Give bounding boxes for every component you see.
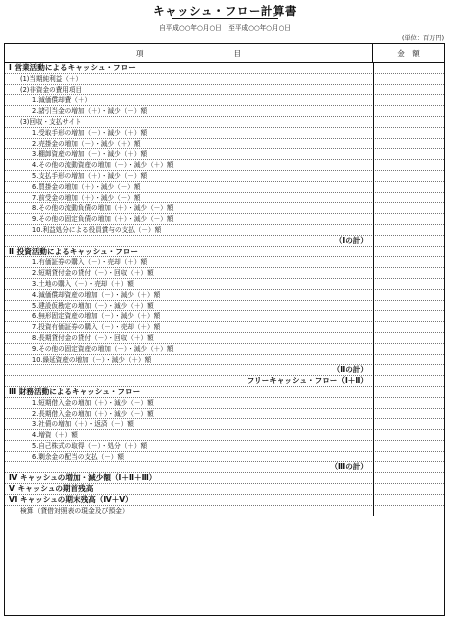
statement-rows <box>5 63 444 516</box>
table-row-total <box>5 236 444 247</box>
document-title: キャッシュ・フロー計算書 <box>153 4 297 18</box>
amount-cell <box>373 193 444 204</box>
row-label: (2)非資金の費用項目 <box>20 85 83 94</box>
amount-cell <box>373 214 444 225</box>
row-label: 10.繰延資産の増加（－）・減少（＋）額 <box>32 355 152 364</box>
table-row-item <box>5 452 444 463</box>
row-label: Ⅰ 営業活動によるキャッシュ・フロー <box>9 63 136 72</box>
row-label: 1.減価償却費（＋） <box>32 96 92 105</box>
table-row-item <box>5 193 444 204</box>
row-label: 5.建設仮勘定の増加（－）・減少（＋）額 <box>32 301 154 310</box>
amount-cell <box>373 247 444 258</box>
row-label: 2.短期貸付金の貸付（－）・回収（＋）額 <box>32 269 154 278</box>
statement-table <box>4 43 445 616</box>
amount-cell <box>373 128 444 139</box>
row-label: 1.受取手形の増加（－）・減少（＋）額 <box>32 128 148 137</box>
amount-cell <box>373 495 444 506</box>
amount-cell <box>373 139 444 150</box>
amount-cell <box>373 182 444 193</box>
row-label: （Ⅲの計） <box>330 462 368 472</box>
table-row-section <box>5 473 444 484</box>
row-label: Ⅱ 投資活動によるキャッシュ・フロー <box>9 246 138 256</box>
table-row-item <box>5 171 444 182</box>
table-row-item <box>5 95 444 106</box>
amount-cell <box>373 376 444 387</box>
table-row-total <box>5 462 444 473</box>
table-row-item <box>5 214 444 225</box>
table-row-item <box>5 344 444 355</box>
amount-cell <box>373 290 444 301</box>
row-label: 7.投資有価証券の購入（－）・売却（＋）額 <box>32 323 161 332</box>
header-item-column <box>5 44 373 63</box>
row-label: 2.諸引当金の増加（＋）・減少（－）額 <box>32 107 148 116</box>
table-row-cf <box>5 506 444 517</box>
amount-cell <box>373 236 444 247</box>
table-row-item <box>5 203 444 214</box>
table-row-item <box>5 139 444 150</box>
row-label: 10.利益処分による役員賞与の支払（－）額 <box>32 225 162 234</box>
amount-cell <box>373 419 444 430</box>
row-label: 4.その他の流動資産の増加（－）・減少（＋）額 <box>32 161 174 170</box>
amount-cell <box>373 268 444 279</box>
row-label: 4.減価償却資産の増加（－）・減少（＋）額 <box>32 290 161 299</box>
row-label: フリーキャッシュ・フロー（Ⅰ＋Ⅱ） <box>246 376 368 386</box>
table-row-item <box>5 160 444 171</box>
header-item-char-2: 目 <box>233 49 241 58</box>
amount-cell <box>373 398 444 409</box>
row-label: 6.無形固定資産の増加（－）・減少（＋）額 <box>32 312 161 321</box>
amount-cell <box>373 387 444 398</box>
amount-cell <box>373 473 444 484</box>
table-row-section <box>5 484 444 495</box>
amount-cell <box>373 85 444 96</box>
table-row-item <box>5 268 444 279</box>
table-row-item <box>5 355 444 366</box>
table-row-item <box>5 149 444 160</box>
row-label: 2.長期借入金の増加（＋）・減少（－）額 <box>32 409 154 418</box>
amount-cell <box>373 409 444 420</box>
row-label: 3.社債の増加（＋）・返済（－）額 <box>32 420 134 429</box>
table-row-item <box>5 419 444 430</box>
table-row-item <box>5 301 444 312</box>
table-row-total <box>5 365 444 376</box>
table-row-item <box>5 398 444 409</box>
table-row-item <box>5 409 444 420</box>
row-label: 9.その他の固定負債の増加（＋）・減少（－）額 <box>32 215 174 224</box>
row-label: (3)回収・支払サイト <box>20 117 82 126</box>
table-row-section <box>5 247 444 258</box>
amount-cell <box>373 484 444 495</box>
table-row-item <box>5 333 444 344</box>
amount-cell <box>373 74 444 85</box>
table-row-sub <box>5 85 444 96</box>
table-row-item <box>5 322 444 333</box>
row-label: (1)当期純利益（＋） <box>20 74 83 83</box>
row-label: 3.土地の購入（－）・売却（＋）額 <box>32 279 134 288</box>
row-label: Ⅴ キャッシュの期首残高 <box>9 484 94 494</box>
row-label: 4.増資（＋）額 <box>32 431 78 440</box>
table-row-item <box>5 128 444 139</box>
table-row-item <box>5 311 444 322</box>
header-item-char-1: 項 <box>136 49 144 58</box>
table-row-item <box>5 182 444 193</box>
table-row-sub <box>5 117 444 128</box>
table-row-section <box>5 63 444 74</box>
row-label: 1.短期借入金の増加（＋）・減少（－）額 <box>32 398 154 407</box>
amount-cell <box>373 203 444 214</box>
table-row-section <box>5 495 444 506</box>
row-label: Ⅳ キャッシュの増加・減少額（Ⅰ＋Ⅱ＋Ⅲ） <box>9 473 157 483</box>
row-label: （Ⅰの計） <box>334 235 368 245</box>
row-label: 2.売掛金の増加（－）・減少（＋）額 <box>32 139 141 148</box>
table-row-item <box>5 441 444 452</box>
amount-cell <box>373 430 444 441</box>
row-label: 7.前受金の増加（＋）・減少（－）額 <box>32 193 141 202</box>
title-underline <box>172 18 278 19</box>
amount-cell <box>373 106 444 117</box>
amount-cell <box>373 441 444 452</box>
amount-cell <box>373 355 444 366</box>
amount-cell <box>373 506 444 517</box>
table-row-total <box>5 376 444 387</box>
amount-cell <box>373 462 444 473</box>
row-label: 検算（貸借対照表の現金及び預金） <box>20 506 129 515</box>
table-row-item <box>5 257 444 268</box>
amount-cell <box>373 333 444 344</box>
table-row-item <box>5 290 444 301</box>
amount-cell <box>373 63 444 74</box>
unit-note: (単位：百万円) <box>402 35 444 42</box>
amount-cell <box>373 149 444 160</box>
amount-cell <box>373 171 444 182</box>
amount-cell <box>373 117 444 128</box>
header-amount-column: 金 額 <box>397 49 420 58</box>
amount-cell <box>373 344 444 355</box>
amount-cell <box>373 311 444 322</box>
row-label: 9.その他の固定資産の増加（－）・減少（＋）額 <box>32 344 174 353</box>
amount-cell <box>373 322 444 333</box>
table-row-sub <box>5 74 444 85</box>
amount-cell <box>373 160 444 171</box>
amount-cell <box>373 225 444 236</box>
row-label: 8.長期貸付金の貸付（－）・回収（＋）額 <box>32 333 154 342</box>
amount-cell <box>373 257 444 268</box>
row-label: Ⅵ キャッシュの期末残高（Ⅳ＋Ⅴ） <box>9 494 133 504</box>
row-label: 5.支払手形の増加（＋）・減少（－）額 <box>32 171 148 180</box>
table-header <box>5 44 444 63</box>
amount-cell <box>373 452 444 463</box>
amount-cell <box>373 95 444 106</box>
amount-cell <box>373 279 444 290</box>
statement-period: 自平成○○年○月○日 至平成○○年○月○日 <box>159 24 291 32</box>
table-row-item <box>5 106 444 117</box>
row-label: （Ⅱの計） <box>332 365 368 375</box>
amount-cell <box>373 301 444 312</box>
amount-cell <box>373 365 444 376</box>
table-row-item <box>5 430 444 441</box>
row-label: 6.買掛金の増加（＋）・減少（－）額 <box>32 182 141 191</box>
row-label: 1.有価証券の購入（－）・売却（＋）額 <box>32 258 148 267</box>
row-label: 8.その他の流動負債の増加（＋）・減少（－）額 <box>32 204 174 213</box>
row-label: 6.剰余金の配当の支払（－）額 <box>32 452 125 461</box>
row-label: 3.棚卸資産の増加（－）・減少（＋）額 <box>32 150 148 159</box>
table-row-section <box>5 387 444 398</box>
table-row-item <box>5 279 444 290</box>
table-row-item <box>5 225 444 236</box>
row-label: Ⅲ 財務活動によるキャッシュ・フロー <box>9 386 141 396</box>
row-label: 5.自己株式の取得（－）・処分（＋）額 <box>32 441 148 450</box>
